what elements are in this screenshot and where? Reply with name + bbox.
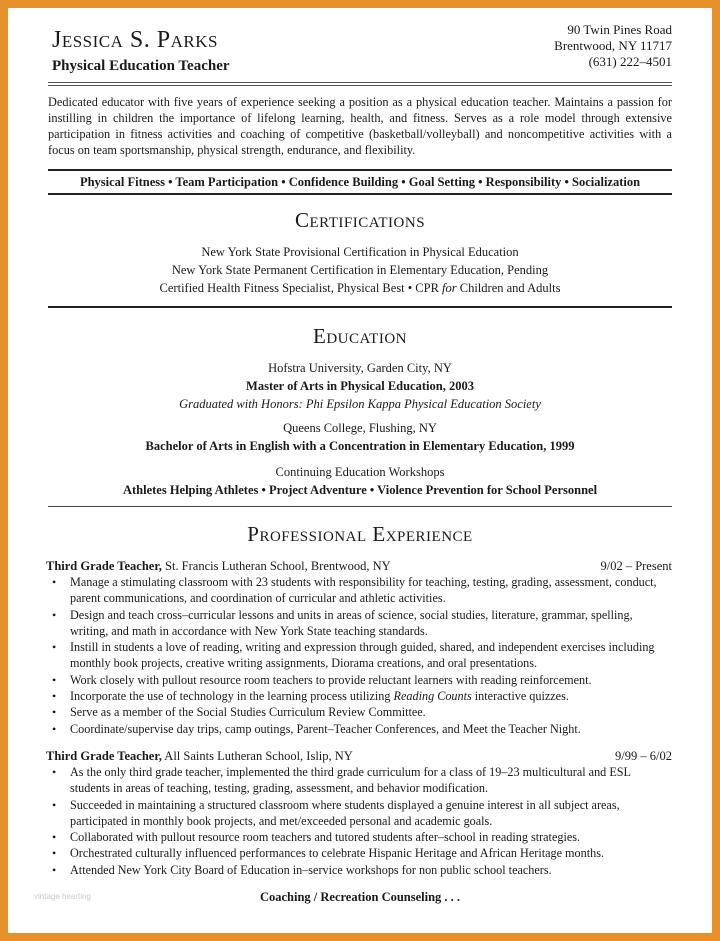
bullet-text: Instill in students a love of reading, writing and expression through guided, shared, and independent exercises including monthly book projects, creative writing assignments, Diorama creations, and oral presentations. [70, 640, 655, 671]
job-header [46, 558, 672, 575]
header-divider [48, 82, 672, 86]
certifications-list [48, 243, 672, 297]
keywords-bar: Physical Fitness • Team Participation • Confidence Building • Goal Setting • Responsibility • Socialization [79, 175, 641, 189]
resume-page [8, 8, 712, 933]
watermark: vintage hearting [34, 892, 91, 901]
list-item: • As the only third grade teacher, implemented the third grade curriculum for a class of 19–23 multicultural and ESL students in areas of teaching, testing, grading, assessment, and behavior modification. [52, 765, 631, 796]
additional-experience-heading: Coaching / Recreation Counseling . . . [259, 890, 461, 904]
list-item: • Manage a stimulating classroom with 23 students with responsibility for teaching, testing, grading, assessment, conduct, parent communications, and coordination of curricular and athletic activities. [52, 575, 657, 606]
address-line-2: Brentwood, NY 11717 [554, 38, 672, 53]
header-identity [52, 26, 230, 76]
bullet-text: Work closely with pullout resource room teachers to provide reluctant learners with reading reinforcement. [70, 672, 592, 687]
list-item: • Incorporate the use of technology in the learning process utilizing Reading Counts interactive quizzes. [52, 689, 569, 704]
phone-number: (631) 222–4501 [588, 54, 672, 69]
job-employer: St. Francis Lutheran School, Brentwood, NY [161, 559, 391, 573]
certification-text: Certified Health Fitness Specialist, Physical Best • CPR [159, 281, 443, 295]
certification-item [48, 279, 672, 297]
job-dates: 9/99 – 6/02 [615, 749, 672, 763]
section-divider [48, 506, 672, 507]
honors: Graduated with Honors: Phi Epsilon Kappa Physical Education Society [179, 397, 541, 411]
job-employer: All Saints Lutheran School, Islip, NY [161, 749, 353, 763]
list-item: • Attended New York City Board of Education in–service workshops for non public school teachers. [52, 862, 552, 877]
certifications-heading: Certifications [294, 208, 426, 232]
experience-heading: Professional Experience [247, 522, 473, 546]
job-role: Third Grade Teacher, [46, 749, 162, 763]
bullet-text: As the only third grade teacher, implemented the third grade curriculum for a class of 19–23 multicultural and ESL students in areas of teaching, testing, grading, assessment, and behavior modification. [70, 765, 631, 796]
workshops-label: Continuing Education Workshops [275, 465, 445, 479]
keywords-top-rule [48, 169, 672, 171]
bullet-text: Design and teach cross–curricular lessons and units in areas of science, social studies, literature, grammar, spelling, writing, and math in accordance with New York State teaching standards. [70, 607, 633, 638]
list-item: • Serve as a member of the Social Studies Curriculum Review Committee. [52, 705, 426, 720]
section-divider [48, 306, 672, 308]
job-bullets [52, 574, 672, 737]
certification-text-italic: for [442, 281, 457, 295]
list-item: • Instill in students a love of reading, writing and expression through guided, shared, and independent exercises including monthly book projects, creative writing assignments, Diorama creations, and oral presentations. [52, 640, 655, 671]
bullet-text: Incorporate the use of technology in the learning process utilizing [70, 689, 394, 704]
list-item: • Work closely with pullout resource room teachers to provide reluctant learners with reading reinforcement. [52, 672, 592, 687]
school-name: Queens College, Flushing, NY [283, 421, 437, 435]
list-item: • Succeeded in maintaining a structured classroom where students displayed a genuine interest in all subject areas, participated in monthly book projects, and met/exceeded personal and academic goals. [52, 797, 620, 828]
certification-text: Children and Adults [456, 281, 561, 295]
degree: Bachelor of Arts in English with a Concentration in Elementary Education, 1999 [145, 439, 575, 453]
certification-item: New York State Permanent Certification in Elementary Education, Pending [171, 263, 549, 277]
job-bullets [52, 764, 672, 878]
list-item: • Design and teach cross–curricular lessons and units in areas of science, social studies, literature, grammar, spelling, writing, and math in accordance with New York State teaching standards. [52, 607, 633, 638]
bullet-text: Serve as a member of the Social Studies Curriculum Review Committee. [70, 705, 426, 720]
bullet-text: Attended New York City Board of Education in–service workshops for non public school teachers. [70, 862, 552, 877]
candidate-job-title: Physical Education Teacher [52, 58, 230, 74]
list-item: • Orchestrated culturally influenced performances to celebrate Hispanic Heritage and African Heritage months. [52, 846, 604, 861]
bullet-text: Manage a stimulating classroom with 23 students with responsibility for teaching, testing, grading, assessment, conduct, parent communications, and coordination of curricular and athletic activities. [70, 575, 657, 606]
keywords-bottom-rule [48, 193, 672, 195]
list-item: • Coordinate/supervise day trips, camp outings, Parent–Teacher Conferences, and Meet the Teacher Night. [52, 721, 581, 736]
job-dates: 9/02 – Present [600, 559, 672, 573]
bullet-text: Orchestrated culturally influenced performances to celebrate Hispanic Heritage and African Heritage months. [70, 846, 604, 861]
school-name: Hofstra University, Garden City, NY [268, 361, 452, 375]
bullet-text-italic: Reading Counts [393, 689, 472, 704]
job-role: Third Grade Teacher, [46, 559, 162, 573]
list-item: • Collaborated with pullout resource room teachers and tutored students after–school in reading strategies. [52, 830, 581, 845]
education-heading: Education [313, 324, 407, 348]
bullet-text: Succeeded in maintaining a structured classroom where students displayed a genuine interest in all subject areas, participated in monthly book projects, and met/exceeded personal and academic goals. [70, 797, 620, 828]
bullet-text: Collaborated with pullout resource room teachers and tutored students after–school in reading strategies. [70, 830, 581, 845]
certification-item: New York State Provisional Certification in Physical Education [201, 245, 519, 259]
candidate-name: Jessica S. Parks [52, 27, 218, 53]
education-list [48, 359, 672, 499]
degree: Master of Arts in Physical Education, 2003 [246, 379, 474, 393]
workshops-list: Athletes Helping Athletes • Project Adventure • Violence Prevention for School Personnel [122, 483, 598, 497]
summary-paragraph: Dedicated educator with five years of experience seeking a position as a physical education teacher. Maintains a passion for instilling in children the importance of lifelong learning, health, and fitness. Serves as a role model through extensive participation in fitness activities and coaching of competitive (basketball/volleyball) and noncompetitive activities with a focus on team sportsmanship, physical strength, endurance, and flexibility. [48, 95, 672, 157]
contact-info [554, 22, 672, 70]
bullet-text: Coordinate/supervise day trips, camp outings, Parent–Teacher Conferences, and Meet the Teacher Night. [70, 721, 581, 736]
bullet-text: interactive quizzes. [471, 689, 569, 704]
address-line-1: 90 Twin Pines Road [567, 22, 672, 37]
job-header [46, 748, 672, 765]
